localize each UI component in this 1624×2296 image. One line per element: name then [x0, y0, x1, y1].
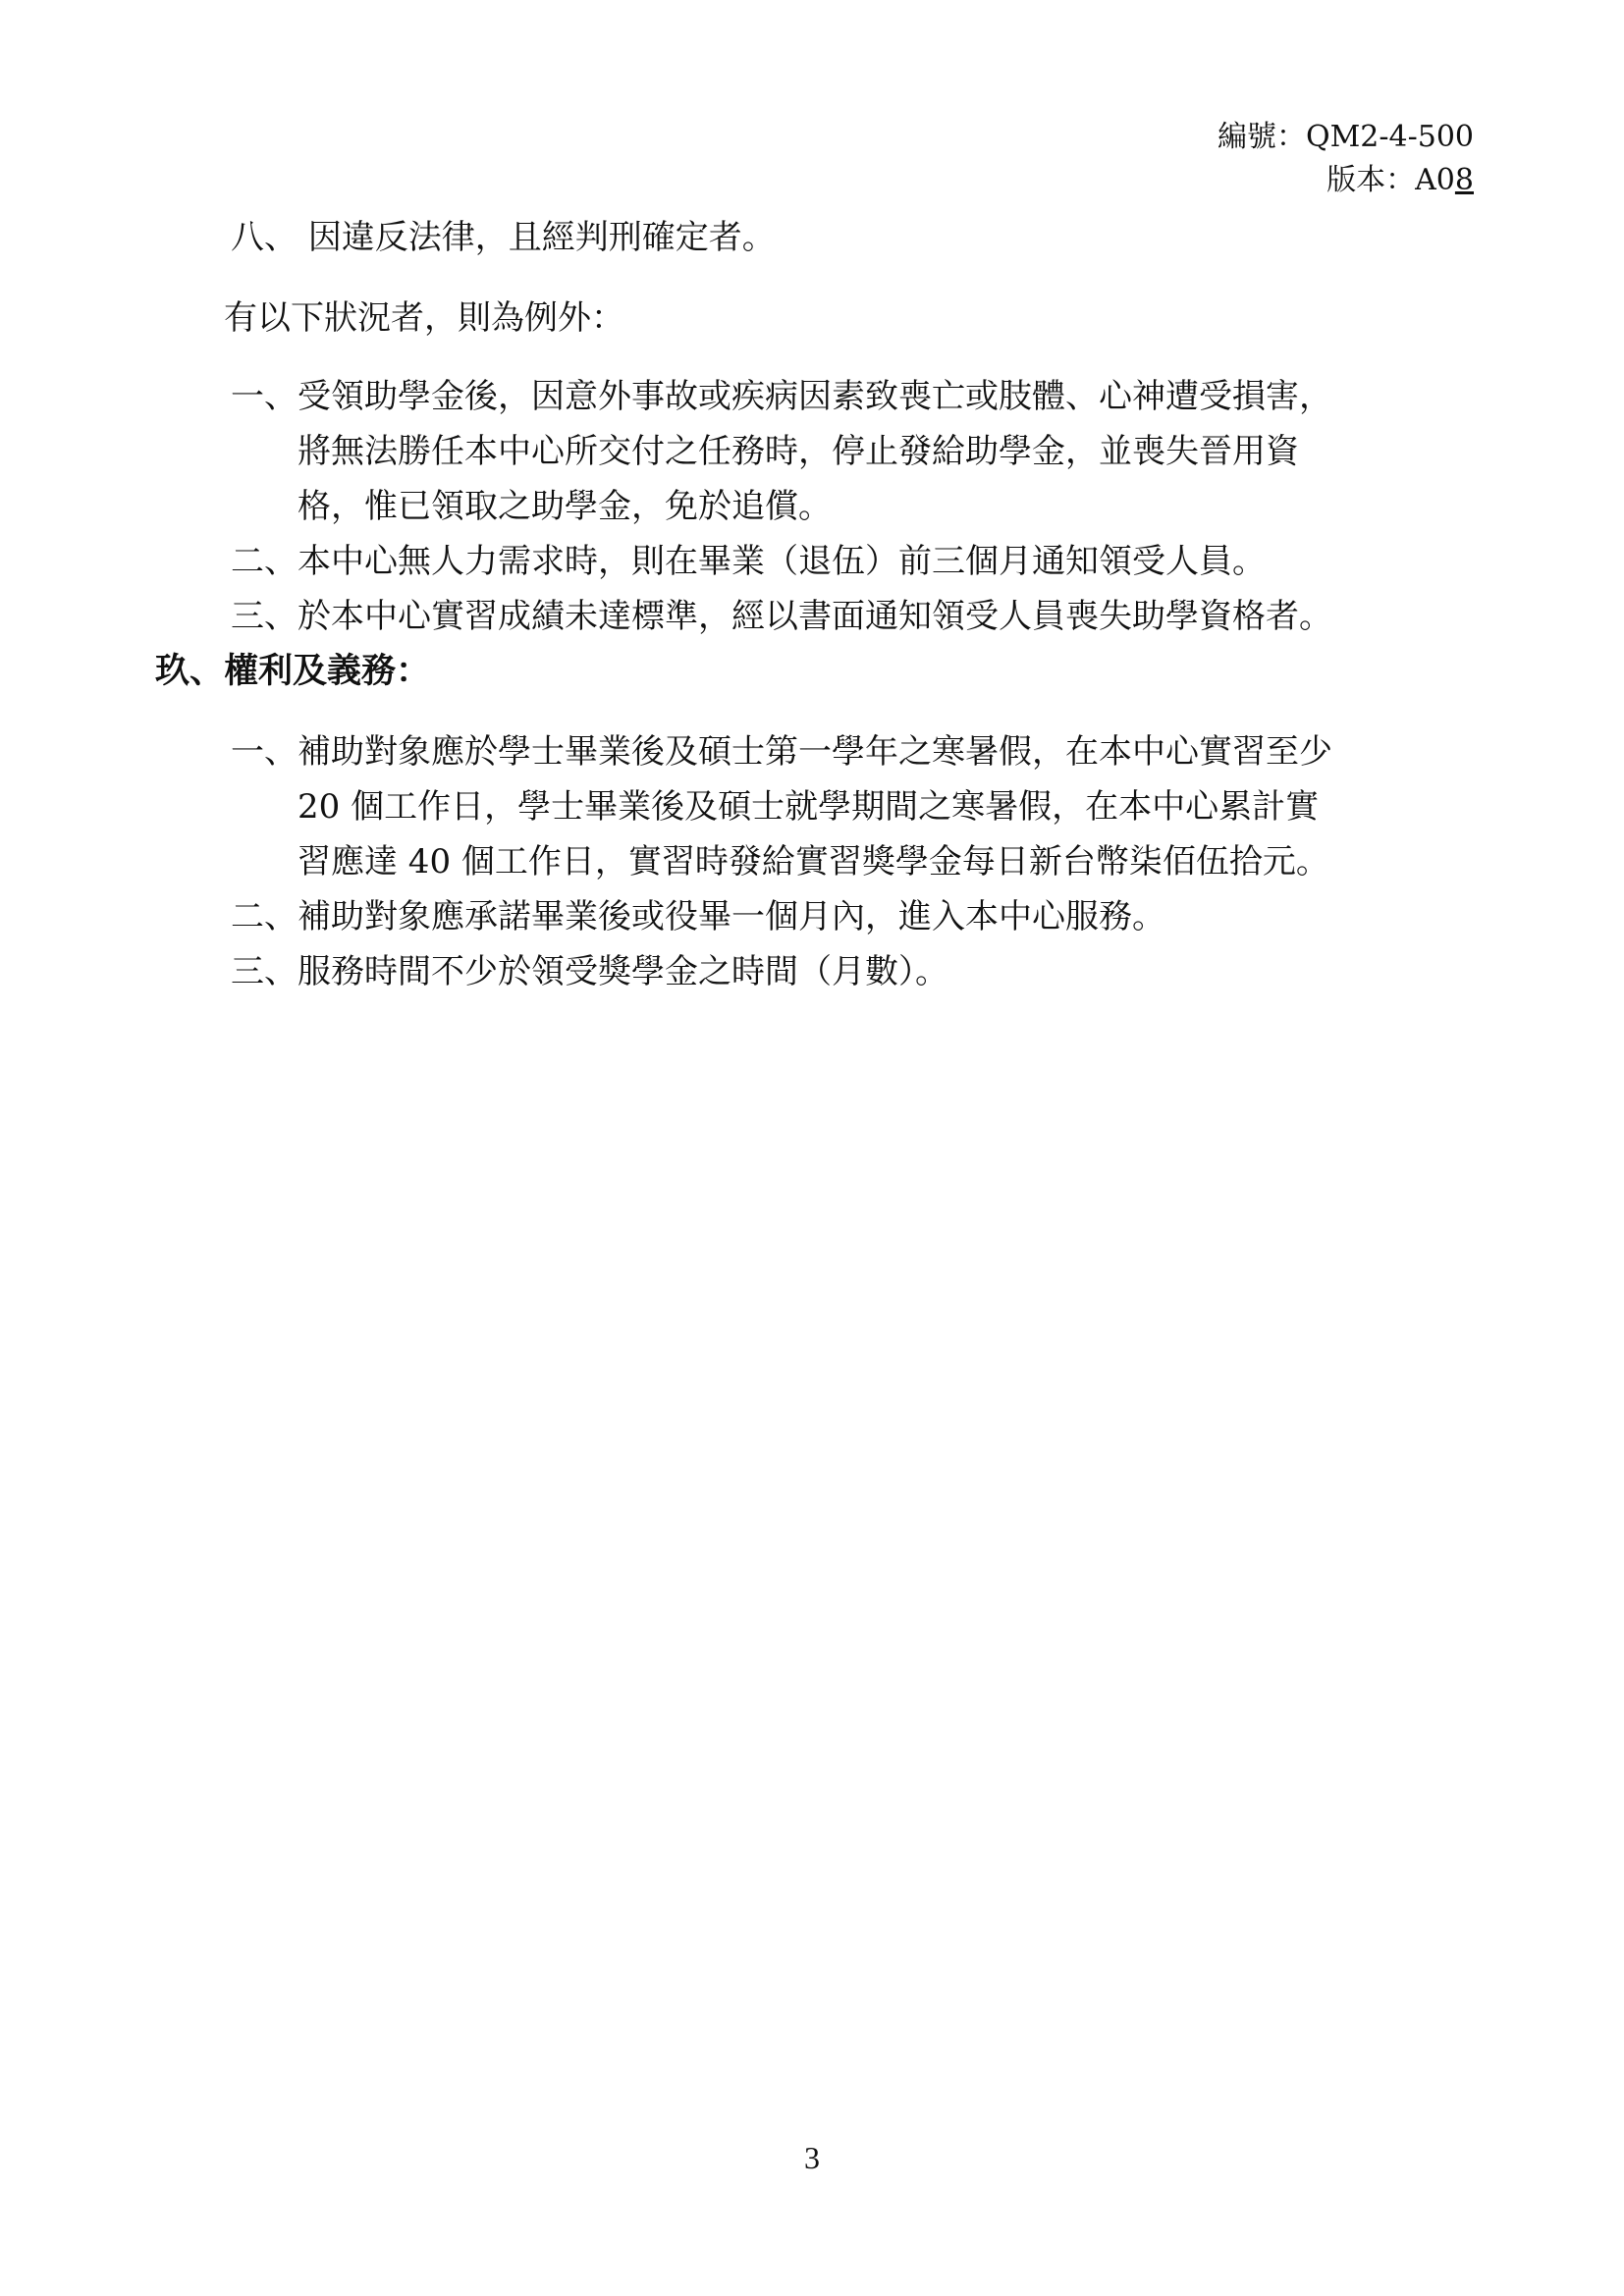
section-item-marker: 一、 — [231, 732, 298, 772]
page-number: 3 — [804, 2140, 820, 2175]
section-item-3 — [231, 948, 948, 995]
clause-eight — [231, 214, 776, 261]
section-item-2 — [231, 893, 1165, 940]
document-version-prefix: A0 — [1415, 163, 1455, 197]
exception-item-1-line-3: 格，惟已領取之助學金，免於追償。 — [298, 487, 832, 526]
section-item-1-line-3: 習應達 40 個工作日，實習時發給實習獎學金每日新台幣柒佰伍拾元。 — [298, 842, 1329, 881]
section-item-text-line: 服務時間不少於領受獎學金之時間（月數）。 — [298, 952, 948, 991]
exception-marker: 三、 — [231, 597, 298, 636]
exception-text-line: 本中心無人力需求時，則在畢業（退伍）前三個月通知領受人員。 — [298, 542, 1266, 581]
exception-marker: 二、 — [231, 542, 298, 581]
document-version-label: 版本： — [1326, 163, 1416, 197]
section-item-1 — [231, 728, 1332, 775]
exception-item-1-line-2: 將無法勝任本中心所交付之任務時，停止發給助學金，並喪失晉用資 — [298, 432, 1299, 471]
exception-item-1 — [231, 373, 1332, 420]
exception-item-3 — [231, 593, 1332, 640]
exception-marker: 一、 — [231, 377, 298, 416]
document-version — [1218, 159, 1474, 202]
section-item-marker: 三、 — [231, 952, 298, 991]
exception-text-line: 於本中心實習成績未達標準，經以書面通知領受人員喪失助學資格者。 — [298, 597, 1332, 636]
clause-text: 因違反法律，且經判刑確定者。 — [307, 218, 776, 257]
section-item-marker: 二、 — [231, 897, 298, 936]
exceptions-intro: 有以下狀況者，則為例外： — [224, 298, 624, 338]
section-item-text-line: 補助對象應於學士畢業後及碩士第一學年之寒暑假，在本中心實習至少 — [298, 732, 1332, 772]
exception-text-line: 受領助學金後，因意外事故或疾病因素致喪亡或肢體、心神遭受損害， — [298, 377, 1332, 416]
section-item-1-line-2: 20 個工作日，學士畢業後及碩士就學期間之寒暑假，在本中心累計實 — [298, 787, 1320, 827]
document-code-value: QM2-4-500 — [1305, 120, 1474, 154]
document-version-suffix: 8 — [1454, 163, 1474, 197]
section-title: 玖、權利及義務： — [155, 651, 431, 691]
document-code-label: 編號： — [1217, 120, 1306, 154]
clause-marker: 八、 — [231, 218, 298, 257]
section-item-text-line: 補助對象應承諾畢業後或役畢一個月內，進入本中心服務。 — [298, 897, 1165, 936]
document-header — [1218, 116, 1474, 202]
exception-item-2 — [231, 538, 1266, 585]
document-code — [1218, 116, 1474, 159]
